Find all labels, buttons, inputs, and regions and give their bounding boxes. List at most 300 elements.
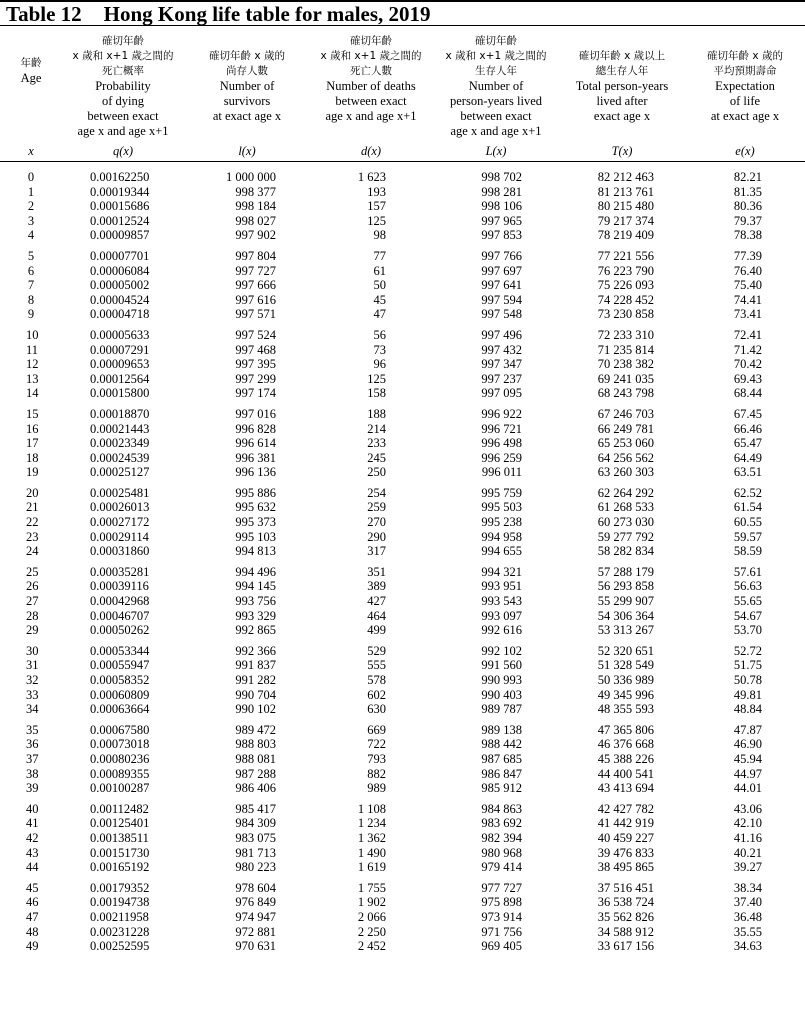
l-cell: 978 604 bbox=[235, 880, 276, 895]
table-number: Table 12 bbox=[6, 2, 82, 26]
L-cell: 995 238 bbox=[481, 515, 522, 530]
e-cell: 56.63 bbox=[733, 579, 762, 594]
L-cell: 994 958 bbox=[481, 529, 522, 544]
table-row bbox=[0, 846, 805, 861]
T-cell: 71 235 814 bbox=[597, 342, 654, 357]
l-cell: 997 571 bbox=[235, 307, 276, 322]
T-cell: 60 273 030 bbox=[597, 515, 654, 530]
d-cell: 125 bbox=[367, 371, 386, 386]
q-cell: 0.00080236 bbox=[90, 751, 150, 766]
d-cell: 270 bbox=[367, 515, 386, 530]
e-cell: 63.51 bbox=[733, 465, 762, 480]
L-cell: 995 503 bbox=[481, 500, 522, 515]
e-cell: 48.84 bbox=[733, 702, 762, 717]
L-cell: 997 237 bbox=[481, 371, 522, 386]
L-cell: 993 951 bbox=[481, 579, 522, 594]
e-cell: 39.27 bbox=[733, 860, 762, 875]
q-cell: 0.00067580 bbox=[90, 722, 150, 737]
T-cell: 77 221 556 bbox=[597, 248, 654, 263]
q-cell: 0.00004718 bbox=[90, 307, 150, 322]
T-cell: 57 288 179 bbox=[597, 564, 654, 579]
q-cell: 0.00012524 bbox=[90, 213, 150, 228]
header-T: 確切年齡 x 歲以上 總生存人年 Total person-years lived after exact age x bbox=[575, 50, 669, 123]
l-cell: 987 288 bbox=[235, 766, 276, 781]
e-cell: 71.42 bbox=[733, 342, 762, 357]
age-cell: 0 bbox=[27, 170, 35, 184]
e-cell: 64.49 bbox=[733, 450, 762, 465]
q-cell: 0.00058352 bbox=[90, 673, 150, 687]
L-cell: 991 560 bbox=[481, 658, 522, 673]
age-cell: 39 bbox=[26, 781, 39, 796]
d-cell: 499 bbox=[367, 623, 386, 638]
l-cell: 996 614 bbox=[235, 436, 276, 451]
e-cell: 81.35 bbox=[733, 184, 762, 199]
L-cell: 997 853 bbox=[481, 228, 522, 243]
table-row bbox=[0, 767, 805, 782]
T-cell: 59 277 792 bbox=[597, 529, 654, 544]
L-cell: 982 394 bbox=[481, 830, 522, 845]
age-cell: 41 bbox=[26, 816, 39, 831]
e-cell: 51.75 bbox=[733, 658, 762, 673]
table-row bbox=[0, 565, 805, 580]
L-cell: 997 766 bbox=[481, 248, 522, 263]
table-row bbox=[0, 644, 805, 659]
row-group bbox=[0, 881, 805, 954]
T-cell: 82 212 463 bbox=[597, 170, 654, 184]
table-row bbox=[0, 214, 805, 229]
row-group bbox=[0, 802, 805, 875]
age-cell: 14 bbox=[26, 386, 39, 401]
age-cell: 26 bbox=[26, 579, 39, 594]
l-cell: 988 803 bbox=[235, 737, 276, 752]
L-cell: 985 912 bbox=[481, 781, 522, 796]
age-cell: 12 bbox=[26, 357, 39, 372]
age-cell: 28 bbox=[26, 608, 39, 623]
table-row bbox=[0, 264, 805, 279]
l-cell: 997 299 bbox=[235, 371, 276, 386]
table-row bbox=[0, 925, 805, 940]
L-cell: 993 097 bbox=[481, 608, 522, 623]
T-cell: 65 253 060 bbox=[597, 436, 654, 451]
T-cell: 64 256 562 bbox=[597, 450, 654, 465]
q-cell: 0.00025127 bbox=[90, 465, 150, 480]
e-cell: 62.52 bbox=[733, 485, 762, 500]
d-cell: 1 234 bbox=[357, 816, 386, 831]
e-cell: 45.94 bbox=[733, 751, 762, 766]
table-row bbox=[0, 752, 805, 767]
e-cell: 35.55 bbox=[733, 924, 762, 939]
d-cell: 669 bbox=[367, 722, 386, 737]
l-cell: 986 406 bbox=[235, 781, 276, 796]
d-cell: 250 bbox=[367, 465, 386, 480]
e-cell: 38.34 bbox=[733, 880, 762, 895]
l-cell: 997 616 bbox=[235, 292, 276, 307]
q-cell: 0.00138511 bbox=[90, 830, 149, 845]
l-cell: 1 000 000 bbox=[226, 170, 276, 184]
e-cell: 75.40 bbox=[733, 278, 762, 293]
table-row bbox=[0, 802, 805, 817]
d-cell: 233 bbox=[367, 436, 386, 451]
q-cell: 0.00063664 bbox=[90, 702, 150, 717]
e-cell: 79.37 bbox=[733, 213, 762, 228]
q-cell: 0.00165192 bbox=[90, 860, 150, 875]
l-cell: 996 381 bbox=[235, 450, 276, 465]
header-l: 確切年齡 x 歲的 尚存人數 Number of survivors at exact age x bbox=[209, 50, 285, 123]
l-cell: 984 309 bbox=[235, 816, 276, 831]
d-cell: 50 bbox=[373, 278, 386, 293]
e-cell: 49.81 bbox=[733, 687, 762, 702]
q-cell: 0.00050262 bbox=[90, 623, 150, 638]
symbol-L: L(x) bbox=[485, 144, 507, 158]
q-cell: 0.00042968 bbox=[90, 594, 150, 609]
e-cell: 41.16 bbox=[733, 830, 762, 845]
table-row bbox=[0, 228, 805, 243]
table-row bbox=[0, 594, 805, 609]
L-cell: 997 432 bbox=[481, 342, 522, 357]
l-cell: 997 804 bbox=[235, 248, 276, 263]
L-cell: 995 759 bbox=[481, 485, 522, 500]
q-cell: 0.00005002 bbox=[90, 278, 150, 293]
d-cell: 290 bbox=[367, 529, 386, 544]
e-cell: 44.97 bbox=[733, 766, 762, 781]
row-group bbox=[0, 565, 805, 638]
table-row bbox=[0, 407, 805, 422]
table-row bbox=[0, 895, 805, 910]
T-cell: 67 246 703 bbox=[597, 406, 654, 421]
d-cell: 464 bbox=[367, 608, 386, 623]
T-cell: 56 293 858 bbox=[597, 579, 654, 594]
T-cell: 76 223 790 bbox=[597, 263, 654, 278]
l-cell: 988 081 bbox=[235, 751, 276, 766]
age-cell: 7 bbox=[27, 278, 35, 293]
e-cell: 50.78 bbox=[733, 673, 762, 687]
age-cell: 27 bbox=[26, 594, 39, 609]
row-group bbox=[0, 249, 805, 322]
T-cell: 44 400 541 bbox=[597, 766, 654, 781]
l-cell: 996 136 bbox=[235, 465, 276, 480]
q-cell: 0.00073018 bbox=[90, 737, 150, 752]
l-cell: 994 813 bbox=[235, 544, 276, 559]
d-cell: 1 623 bbox=[357, 170, 386, 184]
T-cell: 78 219 409 bbox=[597, 228, 654, 243]
age-cell: 22 bbox=[26, 515, 39, 530]
e-cell: 77.39 bbox=[733, 248, 762, 263]
table-row bbox=[0, 658, 805, 673]
e-cell: 59.57 bbox=[733, 529, 762, 544]
L-cell: 986 847 bbox=[481, 766, 522, 781]
T-cell: 48 355 593 bbox=[597, 702, 654, 717]
q-cell: 0.00112482 bbox=[90, 801, 149, 816]
age-cell: 32 bbox=[26, 673, 39, 687]
q-cell: 0.00006084 bbox=[90, 263, 150, 278]
d-cell: 317 bbox=[367, 544, 386, 559]
l-cell: 989 472 bbox=[235, 722, 276, 737]
d-cell: 1 108 bbox=[357, 801, 386, 816]
symbol-q: q(x) bbox=[112, 144, 134, 158]
d-cell: 1 755 bbox=[357, 880, 386, 895]
table-row bbox=[0, 702, 805, 717]
l-cell: 997 902 bbox=[235, 228, 276, 243]
table-row bbox=[0, 328, 805, 343]
q-cell: 0.00007291 bbox=[90, 342, 150, 357]
header-L: 確切年齡 x 歲和 x+1 歲之間的 生存人年 Number of person-years lived between exact age x and age x+1 bbox=[445, 35, 547, 138]
L-cell: 990 993 bbox=[481, 673, 522, 687]
e-cell: 68.44 bbox=[733, 386, 762, 401]
l-cell: 998 027 bbox=[235, 213, 276, 228]
q-cell: 0.00211958 bbox=[90, 909, 149, 924]
table-row bbox=[0, 486, 805, 501]
q-cell: 0.00005633 bbox=[90, 327, 150, 342]
T-cell: 35 562 826 bbox=[597, 909, 654, 924]
d-cell: 214 bbox=[367, 421, 386, 436]
q-cell: 0.00194738 bbox=[90, 895, 150, 910]
table-row bbox=[0, 357, 805, 372]
T-cell: 68 243 798 bbox=[597, 386, 654, 401]
L-cell: 997 965 bbox=[481, 213, 522, 228]
q-cell: 0.00053344 bbox=[90, 643, 150, 658]
age-cell: 5 bbox=[27, 248, 35, 263]
l-cell: 980 223 bbox=[235, 860, 276, 875]
d-cell: 245 bbox=[367, 450, 386, 465]
L-cell: 979 414 bbox=[481, 860, 522, 875]
e-cell: 67.45 bbox=[733, 406, 762, 421]
age-cell: 21 bbox=[26, 500, 39, 515]
L-cell: 984 863 bbox=[481, 801, 522, 816]
l-cell: 994 496 bbox=[235, 564, 276, 579]
q-cell: 0.00029114 bbox=[90, 529, 149, 544]
T-cell: 55 299 907 bbox=[597, 594, 654, 609]
T-cell: 38 495 865 bbox=[597, 860, 654, 875]
T-cell: 80 215 480 bbox=[597, 199, 654, 214]
T-cell: 46 376 668 bbox=[597, 737, 654, 752]
d-cell: 578 bbox=[367, 673, 386, 687]
q-cell: 0.00009857 bbox=[90, 228, 150, 243]
d-cell: 188 bbox=[367, 406, 386, 421]
d-cell: 2 452 bbox=[357, 939, 386, 954]
L-cell: 994 321 bbox=[481, 564, 522, 579]
e-cell: 53.70 bbox=[733, 623, 762, 638]
L-cell: 993 543 bbox=[481, 594, 522, 609]
e-cell: 34.63 bbox=[733, 939, 762, 954]
q-cell: 0.00031860 bbox=[90, 544, 150, 559]
e-cell: 60.55 bbox=[733, 515, 762, 530]
table-row bbox=[0, 343, 805, 358]
L-cell: 997 496 bbox=[481, 327, 522, 342]
l-cell: 991 837 bbox=[235, 658, 276, 673]
q-cell: 0.00015686 bbox=[90, 199, 150, 214]
d-cell: 45 bbox=[373, 292, 386, 307]
d-cell: 389 bbox=[367, 579, 386, 594]
q-cell: 0.00162250 bbox=[90, 170, 150, 184]
table-row bbox=[0, 530, 805, 545]
table-row bbox=[0, 422, 805, 437]
table-row bbox=[0, 293, 805, 308]
header-age-en: Age bbox=[20, 71, 42, 85]
e-cell: 36.48 bbox=[733, 909, 762, 924]
e-cell: 70.42 bbox=[733, 357, 762, 372]
d-cell: 73 bbox=[373, 342, 386, 357]
l-cell: 995 373 bbox=[235, 515, 276, 530]
table-row bbox=[0, 170, 805, 185]
table-row bbox=[0, 939, 805, 954]
age-cell: 2 bbox=[27, 199, 35, 214]
age-cell: 33 bbox=[26, 687, 39, 702]
age-cell: 37 bbox=[26, 751, 39, 766]
q-cell: 0.00039116 bbox=[90, 579, 149, 594]
l-cell: 991 282 bbox=[235, 673, 276, 687]
L-cell: 996 011 bbox=[481, 465, 522, 480]
d-cell: 722 bbox=[367, 737, 386, 752]
table-row bbox=[0, 500, 805, 515]
d-cell: 427 bbox=[367, 594, 386, 609]
L-cell: 989 138 bbox=[481, 722, 522, 737]
symbol-T: T(x) bbox=[611, 144, 633, 158]
table-row bbox=[0, 910, 805, 925]
L-cell: 997 347 bbox=[481, 357, 522, 372]
T-cell: 42 427 782 bbox=[597, 801, 654, 816]
l-cell: 990 704 bbox=[235, 687, 276, 702]
age-cell: 6 bbox=[27, 263, 35, 278]
table-row bbox=[0, 372, 805, 387]
l-cell: 985 417 bbox=[235, 801, 276, 816]
age-cell: 44 bbox=[26, 860, 39, 875]
table-row bbox=[0, 386, 805, 401]
T-cell: 72 233 310 bbox=[597, 327, 654, 342]
T-cell: 40 459 227 bbox=[597, 830, 654, 845]
table-caption: Hong Kong life table for males, 2019 bbox=[103, 2, 431, 26]
T-cell: 47 365 806 bbox=[597, 722, 654, 737]
L-cell: 987 685 bbox=[481, 751, 522, 766]
T-cell: 73 230 858 bbox=[597, 307, 654, 322]
d-cell: 259 bbox=[367, 500, 386, 515]
l-cell: 996 828 bbox=[235, 421, 276, 436]
d-cell: 602 bbox=[367, 687, 386, 702]
table-row bbox=[0, 781, 805, 796]
symbol-d: d(x) bbox=[360, 144, 382, 158]
T-cell: 52 320 651 bbox=[597, 643, 654, 658]
T-cell: 53 313 267 bbox=[597, 623, 654, 638]
q-cell: 0.00019344 bbox=[90, 184, 150, 199]
e-cell: 72.41 bbox=[733, 327, 762, 342]
l-cell: 997 016 bbox=[235, 406, 276, 421]
l-cell: 997 174 bbox=[235, 386, 276, 401]
l-cell: 997 524 bbox=[235, 327, 276, 342]
age-cell: 36 bbox=[26, 737, 39, 752]
table-row bbox=[0, 185, 805, 200]
row-group bbox=[0, 328, 805, 401]
row-group bbox=[0, 644, 805, 717]
table-row bbox=[0, 881, 805, 896]
d-cell: 630 bbox=[367, 702, 386, 717]
e-cell: 47.87 bbox=[733, 722, 762, 737]
age-cell: 43 bbox=[26, 845, 39, 860]
age-cell: 13 bbox=[26, 371, 39, 386]
row-group bbox=[0, 170, 805, 243]
table-row bbox=[0, 860, 805, 875]
e-cell: 65.47 bbox=[733, 436, 762, 451]
table-row bbox=[0, 544, 805, 559]
L-cell: 983 692 bbox=[481, 816, 522, 831]
d-cell: 77 bbox=[373, 248, 386, 263]
q-cell: 0.00027172 bbox=[90, 515, 150, 530]
T-cell: 39 476 833 bbox=[597, 845, 654, 860]
L-cell: 997 594 bbox=[481, 292, 522, 307]
age-cell: 45 bbox=[26, 880, 39, 895]
T-cell: 79 217 374 bbox=[597, 213, 654, 228]
d-cell: 96 bbox=[373, 357, 386, 372]
l-cell: 993 329 bbox=[235, 608, 276, 623]
q-cell: 0.00055947 bbox=[90, 658, 150, 673]
e-cell: 40.21 bbox=[733, 845, 762, 860]
age-cell: 31 bbox=[26, 658, 39, 673]
q-cell: 0.00125401 bbox=[90, 816, 150, 831]
e-cell: 54.67 bbox=[733, 608, 762, 623]
T-cell: 51 328 549 bbox=[597, 658, 654, 673]
table-row bbox=[0, 465, 805, 480]
q-cell: 0.00179352 bbox=[90, 880, 150, 895]
d-cell: 793 bbox=[367, 751, 386, 766]
q-cell: 0.00035281 bbox=[90, 564, 150, 579]
l-cell: 992 366 bbox=[235, 643, 276, 658]
age-cell: 11 bbox=[26, 342, 39, 357]
q-cell: 0.00021443 bbox=[90, 421, 150, 436]
L-cell: 969 405 bbox=[481, 939, 522, 954]
T-cell: 37 516 451 bbox=[597, 880, 654, 895]
l-cell: 995 886 bbox=[235, 485, 276, 500]
age-cell: 9 bbox=[27, 307, 35, 322]
age-cell: 48 bbox=[26, 924, 39, 939]
e-cell: 55.65 bbox=[733, 594, 762, 609]
symbol-row bbox=[0, 144, 805, 159]
l-cell: 992 865 bbox=[235, 623, 276, 638]
L-cell: 973 914 bbox=[481, 909, 522, 924]
age-cell: 29 bbox=[26, 623, 39, 638]
L-cell: 997 697 bbox=[481, 263, 522, 278]
d-cell: 989 bbox=[367, 781, 386, 796]
d-cell: 1 362 bbox=[357, 830, 386, 845]
header-e: 確切年齡 x 歲的 平均預期壽命 Expectation of life at exact age x bbox=[707, 50, 783, 123]
q-cell: 0.00009653 bbox=[90, 357, 150, 372]
age-cell: 38 bbox=[26, 766, 39, 781]
e-cell: 82.21 bbox=[733, 170, 762, 184]
table-row bbox=[0, 831, 805, 846]
L-cell: 997 095 bbox=[481, 386, 522, 401]
T-cell: 61 268 533 bbox=[597, 500, 654, 515]
e-cell: 78.38 bbox=[733, 228, 762, 243]
q-cell: 0.00231228 bbox=[90, 924, 150, 939]
table-row bbox=[0, 737, 805, 752]
d-cell: 2 066 bbox=[357, 909, 386, 924]
q-cell: 0.00151730 bbox=[90, 845, 150, 860]
L-cell: 994 655 bbox=[481, 544, 522, 559]
table-row bbox=[0, 816, 805, 831]
T-cell: 66 249 781 bbox=[597, 421, 654, 436]
L-cell: 992 616 bbox=[481, 623, 522, 638]
L-cell: 977 727 bbox=[481, 880, 522, 895]
T-cell: 49 345 996 bbox=[597, 687, 654, 702]
d-cell: 193 bbox=[367, 184, 386, 199]
d-cell: 98 bbox=[373, 228, 386, 243]
row-group bbox=[0, 723, 805, 796]
l-cell: 983 075 bbox=[235, 830, 276, 845]
age-cell: 10 bbox=[26, 327, 39, 342]
e-cell: 58.59 bbox=[733, 544, 762, 559]
q-cell: 0.00004524 bbox=[90, 292, 150, 307]
L-cell: 988 442 bbox=[481, 737, 522, 752]
e-cell: 52.72 bbox=[733, 643, 762, 658]
age-cell: 1 bbox=[27, 184, 35, 199]
table-row bbox=[0, 688, 805, 703]
